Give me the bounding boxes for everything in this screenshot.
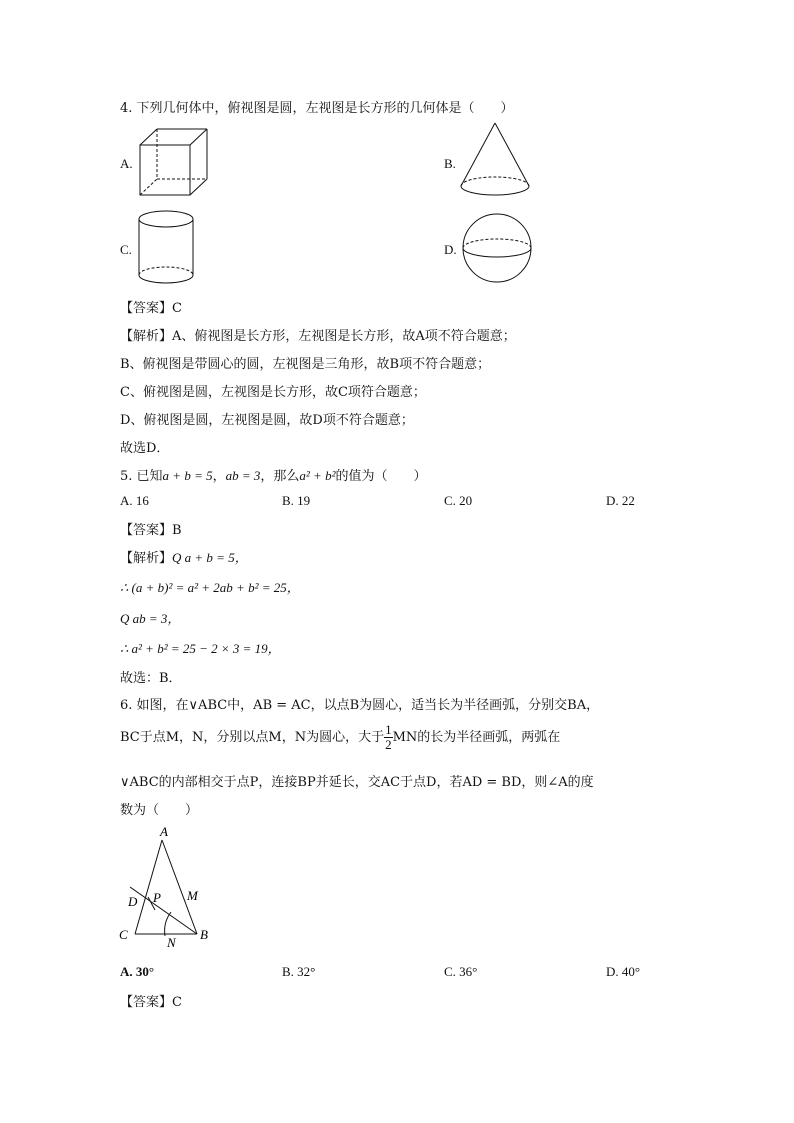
side-ac xyxy=(135,840,162,934)
q6-stem-line-2 xyxy=(120,723,560,752)
q5-analysis-step-2: ∴ (a + b)² = a² + 2ab + b² = 25， xyxy=(120,580,300,595)
label-b: B xyxy=(200,927,208,942)
q4-option-c-label: C. xyxy=(120,242,132,257)
q4-analysis-line-2: B、俯视图是带圆心的圆，左视图是三角形，故B项不符合题意； xyxy=(120,357,491,372)
q5-answer: 【答案】B xyxy=(120,523,182,538)
q4-option-b-label: B. xyxy=(444,156,456,171)
q6-option-b: B. 32° xyxy=(282,964,316,979)
q5-equation-2: ab = 3 xyxy=(225,468,261,483)
q5-stem-suffix-a: ，那么 xyxy=(260,469,300,484)
q5-option-c: C. 20 xyxy=(444,493,473,508)
q5-conclusion: 故选：B． xyxy=(120,671,182,686)
cone-figure xyxy=(455,120,535,200)
q4-answer: 【答案】C xyxy=(120,301,182,316)
q5-analysis-step-1 xyxy=(120,547,248,566)
q5-analysis-head: 【解析】 xyxy=(120,551,173,566)
q4-analysis-line-3: C、俯视图是圆，左视图是长方形，故C项符合题意； xyxy=(120,385,426,400)
q6-stem-line-2b: MN的长为半径画弧，两弧在 xyxy=(392,730,561,745)
q4-analysis-line-1: 【解析】A、俯视图是长方形，左视图是长方形，故A项不符合题意； xyxy=(120,329,516,344)
q5-expression: a² + b² xyxy=(299,468,336,483)
q5-step-1-text: Q a + b = 5， xyxy=(172,550,248,565)
q6-stem-line-1: 6. 如图，在∨ABC中，AB = AC，以点B为圆心，适当长为半径画弧，分别交BA， xyxy=(120,698,600,713)
triangle-figure xyxy=(115,822,225,952)
q6-stem-line-4: 数为（ ） xyxy=(120,803,199,818)
q4-option-a-label: A. xyxy=(120,156,133,171)
q6-stem-line-2a: BC于点M，N，分别以点M，N为圆心，大于 xyxy=(120,730,385,745)
label-p: P xyxy=(153,890,161,905)
q6-answer: 【答案】C xyxy=(120,995,182,1010)
q5-option-d: D. 22 xyxy=(606,493,635,508)
q5-analysis-step-4: ∴ a² + b² = 25 − 2 × 3 = 19， xyxy=(120,641,281,656)
q6-option-c: C. 36° xyxy=(444,964,478,979)
sphere-figure xyxy=(461,212,541,292)
label-m: M xyxy=(187,888,198,903)
q6-option-d: D. 40° xyxy=(606,964,641,979)
side-ab xyxy=(162,840,197,934)
q4-analysis-line-5: 故选D． xyxy=(120,441,170,456)
q5-option-b: B. 19 xyxy=(282,493,311,508)
q5-equation-1: a + b = 5 xyxy=(162,468,213,483)
label-a: A xyxy=(160,824,168,839)
q5-stem-prefix: 5. 已知 xyxy=(120,469,163,484)
q4-option-d-label: D. xyxy=(444,242,457,257)
label-n: N xyxy=(167,935,176,950)
q5-analysis-step-3: Q ab = 3， xyxy=(120,611,181,626)
q6-option-a: A. 30° xyxy=(120,964,155,979)
cylinder-figure xyxy=(137,207,207,287)
label-c: C xyxy=(119,927,128,942)
q5-stem xyxy=(120,465,427,484)
q4-stem: 4. 下列几何体中，俯视图是圆，左视图是长方形的几何体是（ ） xyxy=(120,101,514,116)
label-d: D xyxy=(128,894,138,909)
q5-stem-mid: ， xyxy=(212,469,226,484)
q4-analysis-line-4: D、俯视图是圆，左视图是圆，故D项不符合题意； xyxy=(120,413,414,428)
q6-fraction xyxy=(384,723,393,752)
q5-option-a: A. 16 xyxy=(120,493,149,508)
q6-fraction-numerator: 1 xyxy=(385,722,392,737)
cube-figure xyxy=(135,125,215,205)
q6-fraction-denominator: 2 xyxy=(385,737,392,752)
q5-stem-suffix-b: 的值为（ ） xyxy=(335,469,427,484)
q6-stem-line-3: ∨ABC的内部相交于点P，连接BP并延长，交AC于点D，若AD = BD，则∠A的度 xyxy=(120,775,594,790)
